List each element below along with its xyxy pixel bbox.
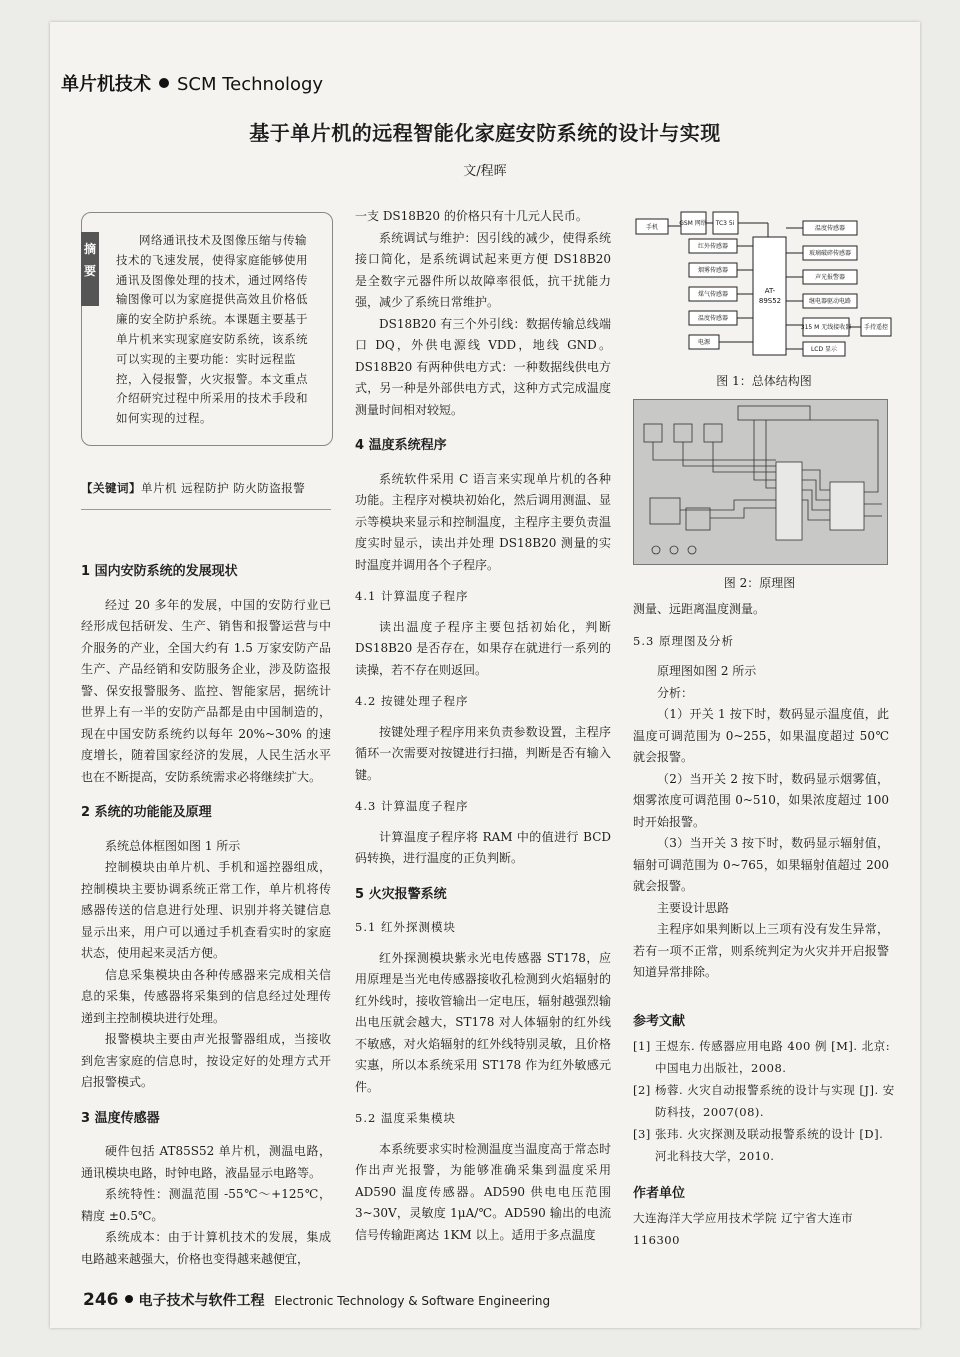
reference-item: [2] 杨蓉. 火灾自动报警系统的设计与实现 [J]. 安防科技，2007(08). [633, 1083, 895, 1119]
abstract-tab: 摘 要 [81, 232, 99, 306]
paragraph: 硬件包括 AT85S52 单片机，测温电路，通讯模块电路，时钟电路，液晶显示电路等。 [81, 1144, 331, 1180]
mcu-label-2: 89S52 [758, 297, 782, 305]
glass-label: 玻璃破碎传感器 [808, 250, 852, 257]
page-number: 246 [83, 1290, 119, 1310]
section-header [61, 70, 323, 96]
paragraph: 按键处理子程序用来负责参数设置，主程序循环一次需要对按键进行扫描，判断是否有输入键。 [355, 724, 611, 782]
subsection-heading: 4.2 按键处理子程序 [355, 694, 469, 708]
subsection-heading: 5.1 红外探测模块 [355, 920, 456, 934]
journal-page [50, 22, 920, 1328]
page-footer [83, 1290, 550, 1310]
figure-2-caption: 图 2：原理图 [723, 576, 796, 590]
section-heading: 3 温度传感器 [81, 1110, 160, 1126]
paragraph: 系统调试与维护：因引线的减少，使得系统接口简化，是系统调试起来更方便 DS18B20 是全数字元器件所以故障率很低，抗干扰能力强，减少了系统日常维护。 [355, 230, 611, 309]
paragraph: （1）开关 1 按下时，数码显示温度值，此温度可调范围为 0~255，如果温度超过 50℃就会报警。 [633, 707, 889, 764]
paragraph: 经过 20 多年的发展，中国的安防行业已经形成包括研发、生产、销售和报警运营与中介服务的产业，全国大约有 1.5 万家安防产品生产、产品经销和安防服务企业，涉及防盗报警、保安报警服务、监控、智能家居，据统计世界上有一半的安防产品都是由中国制造的，现在中国安防系统约以每年 20%~30% 的速度增长，随着国家经济的发展，人民生活水平也在不断提高，安防系统需求必将继续扩大。 [81, 597, 331, 784]
phone-label: 手机 [645, 224, 659, 231]
text-column-1 [81, 547, 331, 1270]
bullet-dot-icon [159, 78, 169, 88]
driver-chip-icon [830, 482, 864, 530]
subsection-heading: 5.3 原理图及分析 [633, 633, 734, 648]
affiliation-section [633, 1182, 895, 1251]
keywords-label: 【关键词】 [81, 481, 141, 495]
sensor-icon [686, 508, 710, 530]
paragraph: 原理图如图 2 所示 [657, 664, 757, 678]
led-icon [688, 546, 696, 554]
section-heading: 5 火灾报警系统 [355, 886, 447, 902]
abstract-text: 网络通讯技术及图像压缩与传输技术的飞速发展，使得家庭能够使用通讯及图像处理的技术，通过网络传输图像可以为家庭提供高效且价格低廉的安全防护系统。本课题主要基于单片机来实现家庭安防系统，该系统可以实现的主要功能：实时远程监控，入侵报警，火灾报警。本文重点介绍研究过程中所采用的技术手段和如何实现的过程。 [116, 233, 308, 426]
references-list [633, 1035, 895, 1167]
power-label: 电源 [697, 339, 711, 346]
paragraph: 测量、远距离温度测量。 [633, 602, 766, 616]
remote-label: 手持遥控 [863, 324, 889, 331]
paragraph: 报警模块主要由声光报警器组成，当接收到危害家庭的信息时，按设定好的处理方式开启报警模式。 [81, 1032, 331, 1089]
paragraph: 一支 DS18B20 的价格只有十几元人民币。 [355, 209, 588, 223]
temp-label: 温度传感器 [697, 315, 729, 322]
article-title: 基于单片机的远程智能化家庭安防系统的设计与实现 [249, 121, 721, 145]
text-column-3 [633, 599, 889, 984]
paragraph: 计算温度子程序将 RAM 中的值进行 BCD 码转换，进行温度的正负判断。 [355, 829, 611, 865]
bullet-dot-icon [125, 1295, 133, 1303]
paragraph: 系统总体框图如图 1 所示 [105, 838, 241, 853]
switch-icon [644, 424, 662, 442]
subsection-heading: 4.3 计算温度子程序 [355, 799, 469, 813]
keywords-text: 单片机 远程防护 防火防盗报警 [141, 481, 306, 495]
section-heading: 4 温度系统程序 [355, 438, 447, 453]
paragraph: 信息采集模块由各种传感器来完成相关信息的采集，传感器将采集到的信息经过处理传递到主控制模块进行处理。 [81, 967, 331, 1025]
figure-2-schematic [633, 399, 888, 565]
journal-name-zh: 电子技术与软件工程 [138, 1293, 265, 1309]
references-section [633, 1010, 895, 1167]
paragraph: 本系统要求实时检测温度当温度高于常态时作出声光报警，为能够准确采集到温度采用 AD590 温度传感器。AD590 供电电压范围 3~30V，灵敏度 1μA/℃。AD590 输出的电流信号传输距离达 1KM 以上。适用于多点温度 [355, 1141, 611, 1242]
paragraph: 主程序如果判断以上三项有没有发生异常，若有一项不正常，则系统判定为火灾并开启报警知道异常排除。 [633, 922, 889, 979]
paragraph: 系统软件采用 C 语言来实现单片机的各种功能。主程序对模块初始化，然后调用测温、显示等模块来显示和控制温度，主程序主要负责温度实时显示，读出并处理 DS18B20 测量的实时温度并调用各个子程序。 [355, 471, 611, 572]
section-name-zh: 单片机技术 [61, 74, 151, 95]
infrared-label: 红外传感器 [697, 243, 729, 250]
reference-item: [1] 王煜东. 传感器应用电路 400 例 [M]. 北京: 中国电力出版社，2008. [633, 1039, 891, 1075]
mcu-label-1: AT- [764, 287, 776, 295]
switch-icon [674, 424, 692, 442]
reference-item: [3] 张玮. 火灾探测及联动报警系统的设计 [D]. 河北科技大学，2010. [633, 1127, 884, 1163]
paragraph: 控制模块由单片机、手机和遥控器组成，控制模块主要协调系统正常工作，单片机将传感器传送的信息进行处理、识别并将关键信息显示出来，用户可以通过手机查看实时的家庭状态，使用起来灵活方便。 [81, 860, 331, 960]
article-author: 文/程晖 [463, 164, 507, 179]
affiliation-heading: 作者单位 [633, 1186, 686, 1201]
section-heading: 1 国内安防系统的发展现状 [81, 564, 238, 579]
journal-name-en: Electronic Technology & Software Engineering [274, 1294, 551, 1308]
gas-label: 煤气传感器 [697, 291, 729, 298]
figure-1-block-diagram [633, 207, 895, 367]
paragraph: 主要设计思路 [657, 900, 730, 915]
block-diagram-svg [633, 207, 895, 367]
temp-display-label: 温度传感器 [814, 225, 846, 232]
rf-label: 315 M 无线接收器 [800, 324, 852, 331]
mcu-block [753, 237, 786, 355]
paragraph: （3）当开关 3 按下时，数码显示辐射值，辐射可调范围为 0~765，如果辐射值超过 200 就会报警。 [633, 836, 889, 893]
affiliation-text: 大连海洋大学应用技术学院 辽宁省大连市 116300 [633, 1211, 854, 1247]
text-column-2 [355, 206, 611, 1246]
subsection-heading: 5.2 温度采集模块 [355, 1111, 456, 1125]
paragraph: 读出温度子程序主要包括初始化，判断 DS18B20 是否存在，如果存在就进行一系列的读操，若不存在则返回。 [355, 619, 611, 677]
keywords-divider [81, 509, 331, 510]
paragraph: 系统成本：由于计算机技术的发展，集成电路越来越强大，价格也变得越来越便宜， [81, 1230, 331, 1266]
tc-label: TC3 5i [715, 220, 735, 227]
mcu-chip-icon [776, 462, 802, 540]
section-name-en: SCM Technology [177, 74, 324, 95]
led-icon [652, 546, 660, 554]
section-heading: 2 系统的功能能及原理 [81, 805, 212, 820]
relay-label: 继电器驱动电路 [808, 298, 852, 305]
display-module-icon [738, 406, 810, 420]
sensor-icon [650, 498, 680, 524]
lcd-label: LCD 显示 [810, 346, 838, 353]
led-icon [670, 546, 678, 554]
paragraph: 分析： [657, 685, 694, 700]
references-heading: 参考文献 [633, 1014, 686, 1029]
paragraph: （2）当开关 2 按下时，数码显示烟雾值，烟雾浓度可调范围 0~510，如果浓度超过 100 时开始报警。 [633, 771, 889, 829]
figure-1-caption: 图 1：总体结构图 [716, 374, 812, 388]
paragraph: 红外探测模块紫永光电传感器 ST178，应用原理是当光电传感器接收孔检测到火焰辐射的红外线时，接收管输出一定电压，辐射越强烈输出电压就会越大，ST178 对人体辐射的红外线不敏感，对火焰辐射的红外线特别灵敏，且价格实惠，所以本系统采用 ST178 作为红外敏感元件。 [355, 950, 611, 1094]
paragraph: DS18B20 有三个外引线：数据传输总线端口 DQ，外供电源线 VDD，地线 GND。DS18B20 有两种供电方式：一种数据线供电方式，另一种是外部供电方式，这种方式完成温度测量时间相对较短。 [355, 316, 611, 417]
keywords [81, 480, 336, 496]
switch-icon [704, 424, 722, 442]
paragraph: 系统特性：测温范围 -55℃～+125℃，精度 ±0.5℃。 [81, 1187, 331, 1223]
subsection-heading: 4.1 计算温度子程序 [355, 589, 469, 603]
sound-alarm-label: 声光报警器 [814, 274, 846, 281]
schematic-svg [634, 400, 887, 564]
gsm-label: GSM 网络 [679, 220, 707, 227]
smoke-label: 烟雾传感器 [697, 267, 729, 274]
